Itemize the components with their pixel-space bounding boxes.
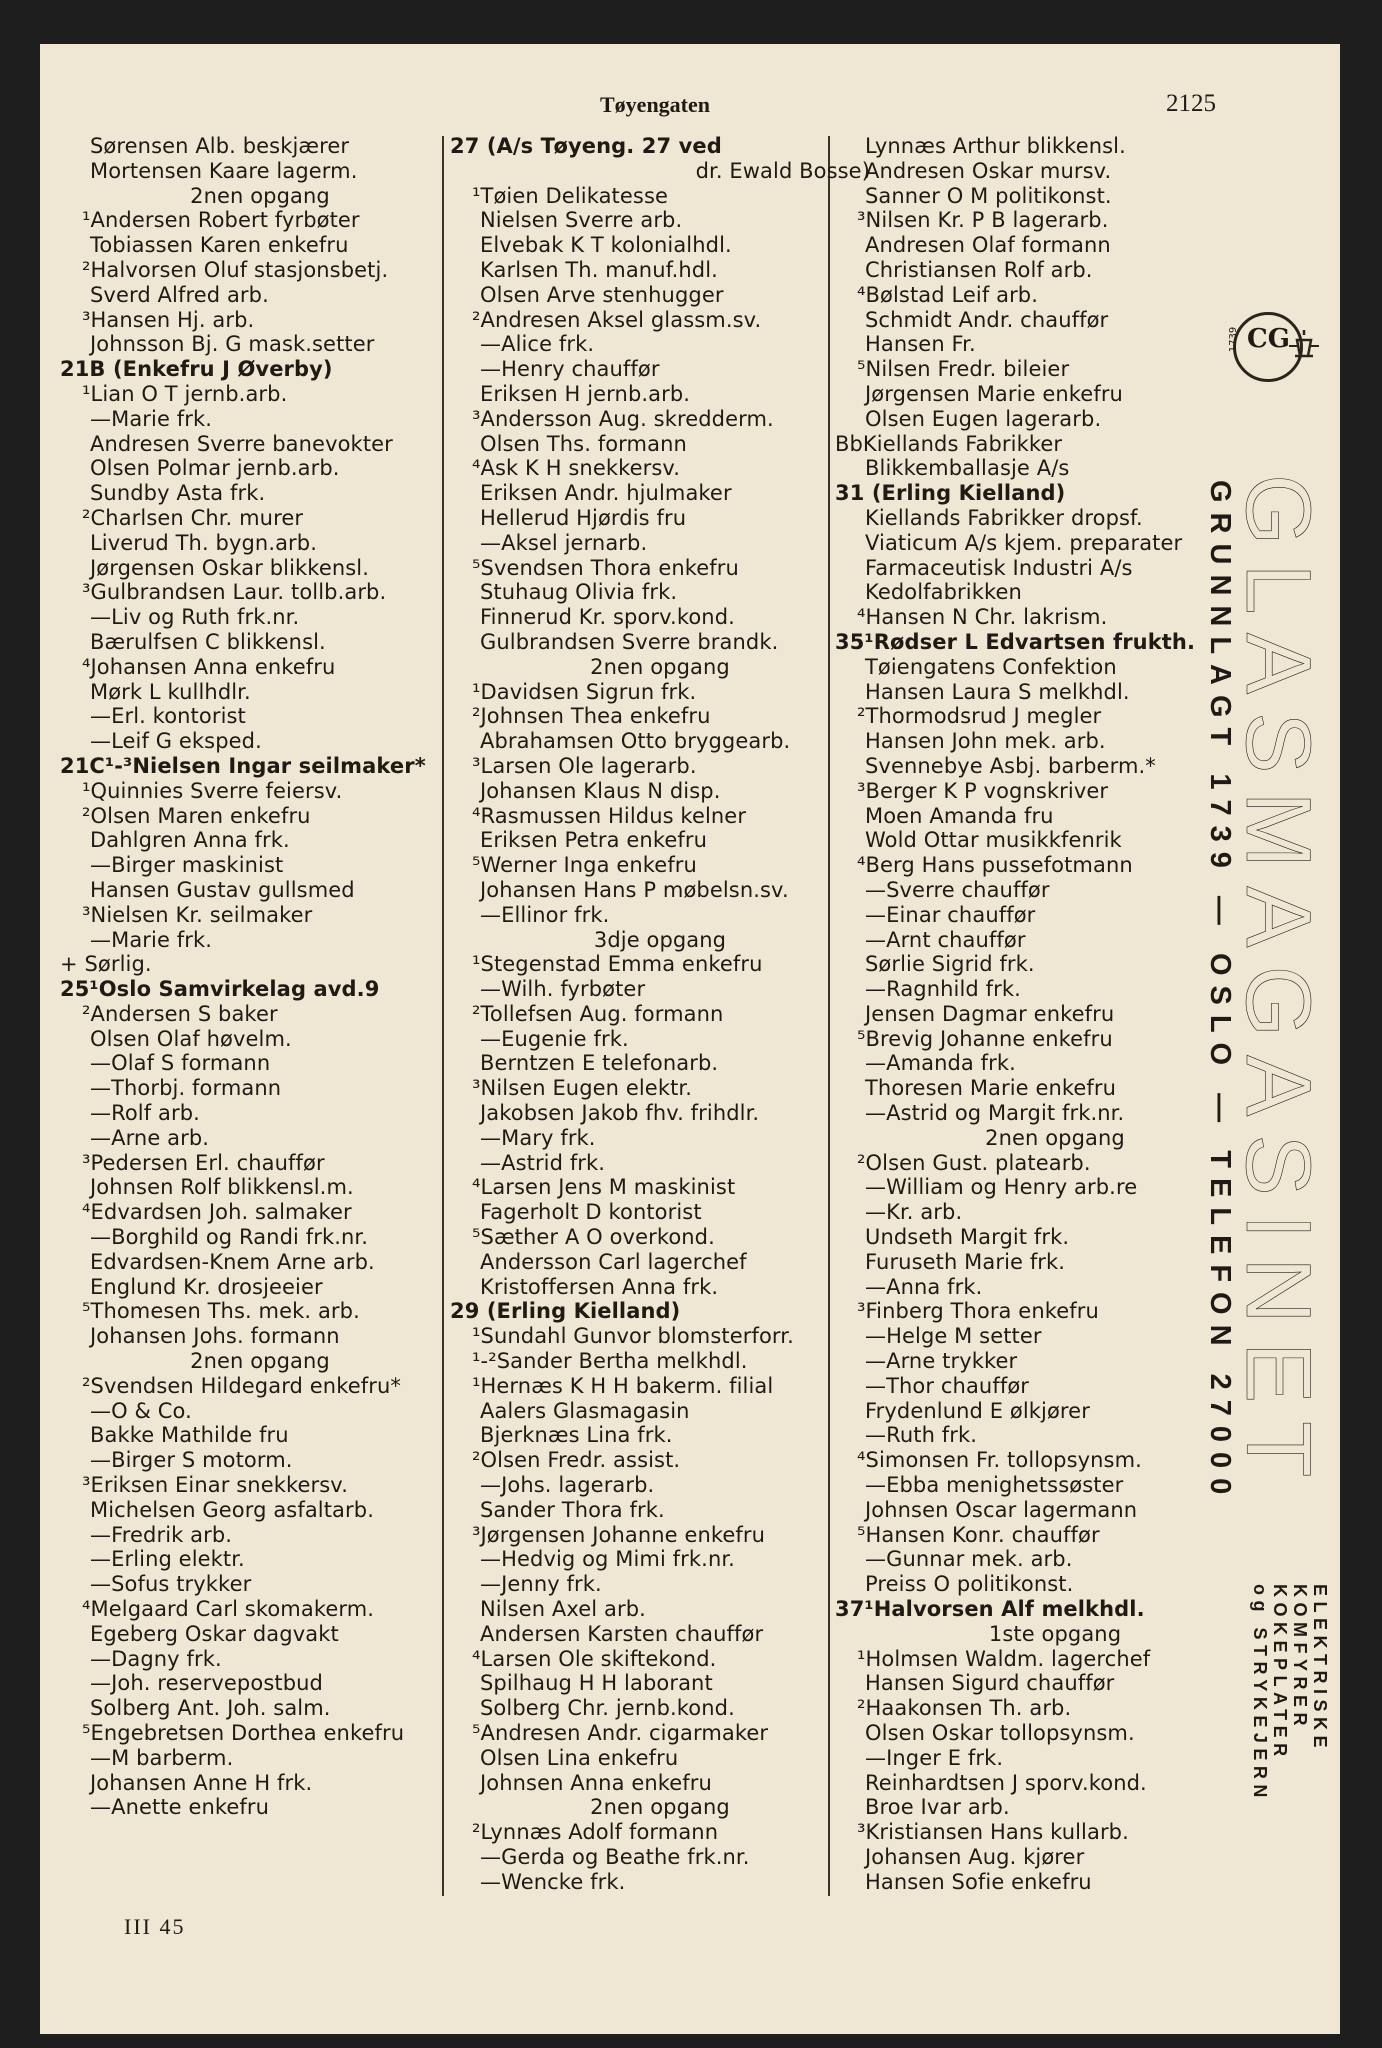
resident-entry: Karlsen Th. manuf.hdl.	[480, 257, 718, 282]
resident-entry: —Gunnar mek. arb.	[865, 1547, 1073, 1572]
resident-entry: ⁴Rasmussen Hildus kelner	[472, 803, 747, 828]
resident-entry: Kiellands Fabrikker dropsf.	[865, 505, 1143, 530]
resident-entry: —Marie frk.	[90, 406, 213, 431]
brand-name: GLASMAGASINET	[1227, 474, 1329, 1496]
logo-letters: CG	[1247, 324, 1290, 354]
resident-entry: —Thorbj. formann	[90, 1076, 282, 1101]
resident-entry: Dahlgren Anna frk.	[90, 828, 290, 853]
resident-entry: Sverd Alfred arb.	[90, 282, 269, 307]
resident-entry: ³Nielsen Kr. seilmaker	[82, 902, 313, 927]
resident-entry: ³Berger K P vognskriver	[857, 778, 1109, 803]
lantern-icon	[1287, 328, 1321, 362]
resident-entry: —Sofus trykker	[90, 1572, 252, 1597]
resident-entry: —Dagny frk.	[90, 1646, 222, 1671]
resident-entry: Michelsen Georg asfaltarb.	[90, 1497, 374, 1522]
resident-entry: ⁵Engebretsen Dorthea enkefru	[82, 1721, 405, 1745]
resident-entry: Andersen Karsten chauffør	[480, 1621, 764, 1646]
resident-entry: Eriksen H jernb.arb.	[480, 381, 691, 406]
resident-entry: ¹-²Sander Bertha melkhdl.	[472, 1349, 748, 1374]
resident-entry: ⁴Johansen Anna enkefru	[82, 654, 336, 679]
resident-entry: Olsen Oskar tollopsynsm.	[865, 1721, 1135, 1745]
resident-entry: Sanner O M politikonst.	[865, 183, 1112, 208]
resident-entry: Johnsen Rolf blikkensl.m.	[90, 1175, 354, 1200]
resident-entry: Sundby Asta frk.	[90, 481, 266, 506]
resident-entry: Jørgensen Oskar blikkensl.	[90, 555, 370, 580]
resident-entry: ²Thormodsrud J megler	[857, 704, 1102, 729]
resident-entry: ²Halvorsen Oluf stasjonsbetj.	[82, 257, 389, 282]
resident-entry: —Leif G eksped.	[90, 729, 262, 754]
resident-entry: —Thor chauffør	[865, 1373, 1029, 1398]
resident-entry: ⁵Brevig Johanne enkefru	[857, 1026, 1113, 1051]
resident-entry: —Birger S motorm.	[90, 1448, 293, 1473]
resident-entry: —Jenny frk.	[480, 1572, 602, 1597]
resident-entry: —Marie frk.	[90, 927, 213, 952]
resident-entry: Olsen Arve stenhugger	[480, 282, 724, 307]
resident-entry: Bjerknæs Lina frk.	[480, 1423, 673, 1448]
resident-entry: ⁴Ask K H snekkersv.	[472, 456, 681, 481]
resident-entry: Andersson Carl lagerchef	[480, 1249, 747, 1274]
product-1: ELEKTRISKE	[1310, 1584, 1330, 1754]
resident-entry: Abrahamsen Otto bryggearb.	[480, 729, 791, 754]
resident-entry: ²Olsen Maren enkefru	[82, 803, 311, 828]
resident-entry: Edvardsen-Knem Arne arb.	[90, 1249, 375, 1274]
resident-entry: Solberg Chr. jernb.kond.	[480, 1696, 735, 1721]
resident-entry: Andresen Sverre banevokter	[90, 431, 393, 456]
resident-entry: Olsen Olaf høvelm.	[90, 1026, 292, 1051]
resident-entry: —Sverre chauffør	[865, 877, 1050, 902]
resident-entry: ⁵Sæther A O overkond.	[472, 1225, 715, 1250]
resident-entry: —Henry chauffør	[480, 357, 660, 382]
directory-page	[40, 44, 1340, 2034]
cg-logo-icon	[1217, 304, 1327, 414]
house-number-entry: 21C¹-³Nielsen Ingar seilmaker*	[60, 753, 426, 778]
resident-entry: Finnerud Kr. sporv.kond.	[480, 605, 735, 630]
resident-entry: ²Lynnæs Adolf formann	[472, 1820, 719, 1845]
resident-entry: ³Gulbrandsen Laur. tollb.arb.	[82, 580, 387, 605]
resident-entry: ⁵Thomesen Ths. mek. arb.	[82, 1299, 360, 1324]
resident-entry: Lynnæs Arthur blikkensl.	[865, 134, 1126, 158]
resident-entry: Nielsen Sverre arb.	[480, 208, 683, 233]
resident-entry: Stuhaug Olivia frk.	[480, 580, 678, 605]
resident-entry: ³Nilsen Kr. P B lagerarb.	[857, 208, 1109, 233]
resident-entry: —Ebba menighetssøster	[865, 1473, 1124, 1498]
resident-entry: —Gerda og Beathe frk.nr.	[480, 1844, 750, 1869]
resident-entry: Nilsen Axel arb.	[480, 1597, 646, 1622]
resident-entry: dr. Ewald Bosse)	[695, 158, 870, 183]
resident-entry: —Erl. kontorist	[90, 704, 246, 729]
resident-entry: Jakobsen Jakob fhv. frihdlr.	[480, 1101, 760, 1126]
resident-entry: —Inger E frk.	[865, 1745, 1004, 1770]
resident-entry: Olsen Lina enkefru	[480, 1745, 679, 1770]
resident-entry: Aalers Glasmagasin	[480, 1398, 690, 1423]
resident-entry: Andresen Oskar mursv.	[865, 158, 1112, 183]
resident-entry: Egeberg Oskar dagvakt	[90, 1621, 339, 1646]
resident-entry: Solberg Ant. Joh. salm.	[90, 1696, 331, 1721]
resident-entry: —Einar chauffør	[865, 902, 1036, 927]
resident-entry: —Aksel jernarb.	[480, 530, 648, 555]
resident-entry: —Astrid og Margit frk.nr.	[865, 1101, 1125, 1126]
resident-entry: ⁵Hansen Konr. chauffør	[857, 1522, 1100, 1547]
resident-entry: Tøiengatens Confektion	[865, 654, 1117, 679]
section-heading: 2nen opgang	[985, 1125, 1125, 1150]
resident-entry: ²Olsen Gust. platearb.	[857, 1150, 1091, 1175]
house-number-entry: 31 (Erling Kielland)	[835, 481, 1066, 506]
house-number-entry: 37¹Halvorsen Alf melkhdl.	[835, 1597, 1145, 1622]
resident-entry: Johansen Johs. formann	[90, 1324, 340, 1349]
resident-entry: ²Charlsen Chr. murer	[82, 505, 304, 530]
resident-entry: Olsen Eugen lagerarb.	[865, 406, 1102, 431]
resident-entry: ³Hansen Hj. arb.	[82, 307, 255, 332]
resident-entry: ¹Lian O T jernb.arb.	[82, 381, 288, 406]
resident-entry: ¹Stegenstad Emma enkefru	[472, 952, 763, 977]
resident-entry: ⁵Svendsen Thora enkefru	[472, 555, 739, 580]
house-number-entry: 29 (Erling Kielland)	[450, 1299, 681, 1324]
resident-entry: —Johs. lagerarb.	[480, 1473, 655, 1498]
resident-entry: Elvebak K T kolonialhdl.	[480, 233, 732, 258]
resident-entry: Sander Thora frk.	[480, 1497, 665, 1522]
resident-entry: —Erling elektr.	[90, 1547, 245, 1572]
resident-entry: ¹Tøien Delikatesse	[472, 183, 669, 208]
resident-entry: Englund Kr. drosjeeier	[90, 1274, 323, 1299]
resident-entry: ⁴Larsen Ole skiftekond.	[472, 1646, 717, 1671]
house-number-entry: 35¹Rødser L Edvartsen frukth.	[835, 629, 1196, 654]
resident-entry: Hansen Fr.	[865, 332, 976, 357]
resident-entry: Farmaceutisk Industri A/s	[865, 555, 1133, 580]
resident-entry: —Arnt chauffør	[865, 927, 1026, 952]
section-heading: 2nen opgang	[590, 654, 730, 679]
resident-entry: ⁴Berg Hans pussefotmann	[857, 853, 1133, 878]
resident-entry: —Ruth frk.	[865, 1423, 978, 1448]
resident-entry: —Liv og Ruth frk.nr.	[90, 605, 300, 630]
resident-entry: ⁴Simonsen Fr. tollopsynsm.	[857, 1448, 1142, 1473]
resident-entry: —Anna frk.	[865, 1274, 983, 1299]
resident-entry: ²Johnsen Thea enkefru	[472, 704, 711, 729]
resident-entry: ³Nilsen Eugen elektr.	[472, 1076, 693, 1101]
resident-entry: Johansen Anne H frk.	[90, 1770, 313, 1795]
resident-entry: Fagerholt D kontorist	[480, 1200, 702, 1225]
product-4: og STRYKEJERN	[1250, 1584, 1270, 1803]
resident-entry: —Arne trykker	[865, 1349, 1018, 1374]
resident-entry: Mortensen Kaare lagerm.	[90, 158, 358, 183]
resident-entry: Bærulfsen C blikkensl.	[90, 629, 326, 654]
resident-entry: ³Jørgensen Johanne enkefru	[472, 1522, 766, 1547]
house-number-entry: 25¹Oslo Samvirkelag avd.9	[60, 977, 380, 1002]
resident-entry: Kristoffersen Anna frk.	[480, 1274, 719, 1299]
resident-entry: ³Pedersen Erl. chauffør	[82, 1150, 325, 1175]
resident-entry: Undseth Margit frk.	[865, 1225, 1070, 1250]
resident-entry: Hansen Gustav gullsmed	[90, 877, 355, 902]
resident-entry: ²Haakonsen Th. arb.	[857, 1696, 1072, 1721]
resident-entry: ⁵Werner Inga enkefru	[472, 853, 697, 878]
resident-entry: Johnsson Bj. G mask.setter	[90, 332, 375, 357]
resident-entry: ³Eriksen Einar snekkersv.	[82, 1473, 348, 1498]
resident-entry: ¹Sundahl Gunvor blomsterforr.	[472, 1324, 794, 1349]
section-heading: 3dje opgang	[593, 927, 727, 952]
resident-entry: + Sørlig.	[60, 952, 152, 977]
resident-entry: Broe Ivar arb.	[865, 1795, 1010, 1820]
resident-entry: —Ragnhild frk.	[865, 977, 1021, 1002]
resident-entry: —Arne arb.	[90, 1125, 210, 1150]
resident-entry: —Eugenie frk.	[480, 1026, 629, 1051]
resident-entry: —Hedvig og Mimi frk.nr.	[480, 1547, 735, 1572]
resident-entry: Hellerud Hjørdis fru	[480, 505, 687, 530]
resident-entry: —Anette enkefru	[90, 1795, 270, 1820]
resident-entry: ²Olsen Fredr. assist.	[472, 1448, 681, 1473]
section-heading: 2nen opgang	[190, 1349, 330, 1374]
resident-entry: Frydenlund E ølkjører	[865, 1398, 1090, 1423]
resident-entry: ¹Davidsen Sigrun frk.	[472, 679, 697, 704]
section-heading: 1ste opgang	[988, 1621, 1122, 1646]
house-number-entry: 21B (Enkefru J Øverby)	[60, 357, 333, 382]
resident-entry: ³Larsen Ole lagerarb.	[472, 753, 697, 778]
resident-entry: —Borghild og Randi frk.nr.	[90, 1225, 368, 1250]
resident-entry: Sørlie Sigrid frk.	[865, 952, 1035, 977]
resident-entry: Furuseth Marie frk.	[865, 1249, 1066, 1274]
resident-entry: ⁴Hansen N Chr. lakrism.	[857, 605, 1108, 630]
resident-entry: —Alice frk.	[480, 332, 595, 357]
product-3: KOKEPLATER	[1270, 1584, 1290, 1762]
resident-entry: ²Tollefsen Aug. formann	[472, 1001, 724, 1026]
resident-entry: ⁵Nilsen Fredr. bileier	[857, 357, 1070, 382]
resident-entry: Olsen Ths. formann	[480, 431, 687, 456]
brand-tagline: GRUNNLAGT 1739 — OSLO — TELEFON 27000	[1204, 480, 1236, 1505]
resident-entry: —Fredrik arb.	[90, 1522, 233, 1547]
resident-entry: Gulbrandsen Sverre brandk.	[480, 629, 779, 654]
resident-entry: —Amanda frk.	[865, 1051, 1016, 1076]
resident-entry: —Rolf arb.	[90, 1101, 200, 1126]
resident-entry: Jørgensen Marie enkefru	[865, 381, 1123, 406]
resident-entry: Preiss O politikonst.	[865, 1572, 1074, 1597]
resident-entry: BbKiellands Fabrikker	[835, 431, 1063, 456]
resident-entry: Hansen Sigurd chauffør	[865, 1671, 1115, 1696]
resident-entry: —Birger maskinist	[90, 853, 284, 878]
resident-entry: Johansen Klaus N disp.	[480, 778, 721, 803]
resident-entry: ³Andersson Aug. skredderm.	[472, 406, 774, 431]
resident-entry: Eriksen Andr. hjulmaker	[480, 481, 732, 506]
resident-entry: Svennebye Asbj. barberm.*	[865, 753, 1156, 778]
resident-entry: —O & Co.	[90, 1398, 192, 1423]
resident-entry: Bakke Mathilde fru	[90, 1423, 289, 1448]
resident-entry: —Wilh. fyrbøter	[480, 977, 646, 1002]
page-footer-signature: III 45	[124, 1914, 186, 1939]
resident-entry: ³Finberg Thora enkefru	[857, 1299, 1099, 1324]
resident-entry: Mørk L kullhdlr.	[90, 679, 251, 704]
resident-entry: Johansen Aug. kjører	[865, 1844, 1085, 1869]
section-heading: 2nen opgang	[590, 1795, 730, 1820]
resident-entry: Johansen Hans P møbelsn.sv.	[480, 877, 789, 902]
resident-entry: Thoresen Marie enkefru	[865, 1076, 1117, 1101]
resident-entry: Olsen Polmar jernb.arb.	[90, 456, 340, 481]
page-number: 2125	[1166, 90, 1216, 117]
product-2: KOMFYRER	[1290, 1584, 1310, 1731]
resident-entry: Spilhaug H H laborant	[480, 1671, 713, 1696]
resident-entry: —Helge M setter	[865, 1324, 1042, 1349]
house-number-entry: 27 (A/s Tøyeng. 27 ved	[450, 134, 722, 158]
resident-entry: ⁴Larsen Jens M maskinist	[472, 1175, 736, 1200]
resident-entry: Viaticum A/s kjem. preparater	[865, 530, 1183, 555]
directory-column-2	[450, 134, 870, 1895]
resident-entry: Schmidt Andr. chauffør	[865, 307, 1109, 332]
resident-entry: —Joh. reservepostbud	[90, 1671, 323, 1696]
page-title: Tøyengaten	[600, 92, 710, 117]
resident-entry: ¹Andersen Robert fyrbøter	[82, 208, 360, 233]
resident-entry: —Astrid frk.	[480, 1150, 606, 1175]
resident-entry: ³Kristiansen Hans kullarb.	[857, 1820, 1129, 1845]
logo-year: 1739	[1228, 326, 1240, 353]
resident-entry: —Mary frk.	[480, 1125, 596, 1150]
resident-entry: —William og Henry arb.re	[865, 1175, 1138, 1200]
resident-entry: ⁵Andresen Andr. cigarmaker	[472, 1721, 769, 1745]
resident-entry: Johnsen Oscar lagermann	[865, 1497, 1138, 1522]
resident-entry: Johnsen Anna enkefru	[480, 1770, 712, 1795]
resident-entry: ⁴Melgaard Carl skomakerm.	[82, 1597, 375, 1622]
resident-entry: Hansen Sofie enkefru	[865, 1869, 1092, 1894]
resident-entry: Andresen Olaf formann	[865, 233, 1111, 258]
resident-entry: ²Andresen Aksel glassm.sv.	[472, 307, 762, 332]
section-heading: 2nen opgang	[190, 183, 330, 208]
resident-entry: Sørensen Alb. beskjærer	[90, 134, 350, 158]
resident-entry: ⁴Edvardsen Joh. salmaker	[82, 1200, 352, 1225]
resident-entry: ⁴Bølstad Leif arb.	[857, 282, 1039, 307]
resident-entry: ¹Quinnies Sverre feiersv.	[82, 778, 343, 803]
resident-entry: —M barberm.	[90, 1745, 234, 1770]
resident-entry: Hansen Laura S melkhdl.	[865, 679, 1130, 704]
resident-entry: Christiansen Rolf arb.	[865, 257, 1093, 282]
resident-entry: Berntzen E telefonarb.	[480, 1051, 719, 1076]
resident-entry: —Wencke frk.	[480, 1869, 626, 1894]
resident-entry: Blikkemballasje A/s	[865, 456, 1070, 481]
resident-entry: Kedolfabrikken	[865, 580, 1022, 605]
resident-entry: ²Svendsen Hildegard enkefru*	[82, 1373, 401, 1398]
resident-entry: ²Andersen S baker	[82, 1001, 278, 1026]
resident-entry: Wold Ottar musikkfenrik	[865, 828, 1122, 853]
resident-entry: Jensen Dagmar enkefru	[865, 1001, 1115, 1026]
resident-entry: ¹Hernæs K H H bakerm. filial	[472, 1373, 774, 1398]
resident-entry: Hansen John mek. arb.	[865, 729, 1106, 754]
resident-entry: Reinhardtsen J sporv.kond.	[865, 1770, 1147, 1795]
resident-entry: Liverud Th. bygn.arb.	[90, 530, 317, 555]
resident-entry: —Kr. arb.	[865, 1200, 963, 1225]
resident-entry: —Ellinor frk.	[480, 902, 610, 927]
resident-entry: Eriksen Petra enkefru	[480, 828, 707, 853]
resident-entry: —Olaf S formann	[90, 1051, 271, 1076]
resident-entry: ¹Holmsen Waldm. lagerchef	[857, 1646, 1151, 1671]
resident-entry: Moen Amanda fru	[865, 803, 1054, 828]
resident-entry: Tobiassen Karen enkefru	[90, 233, 349, 258]
directory-column-1	[60, 134, 460, 1820]
